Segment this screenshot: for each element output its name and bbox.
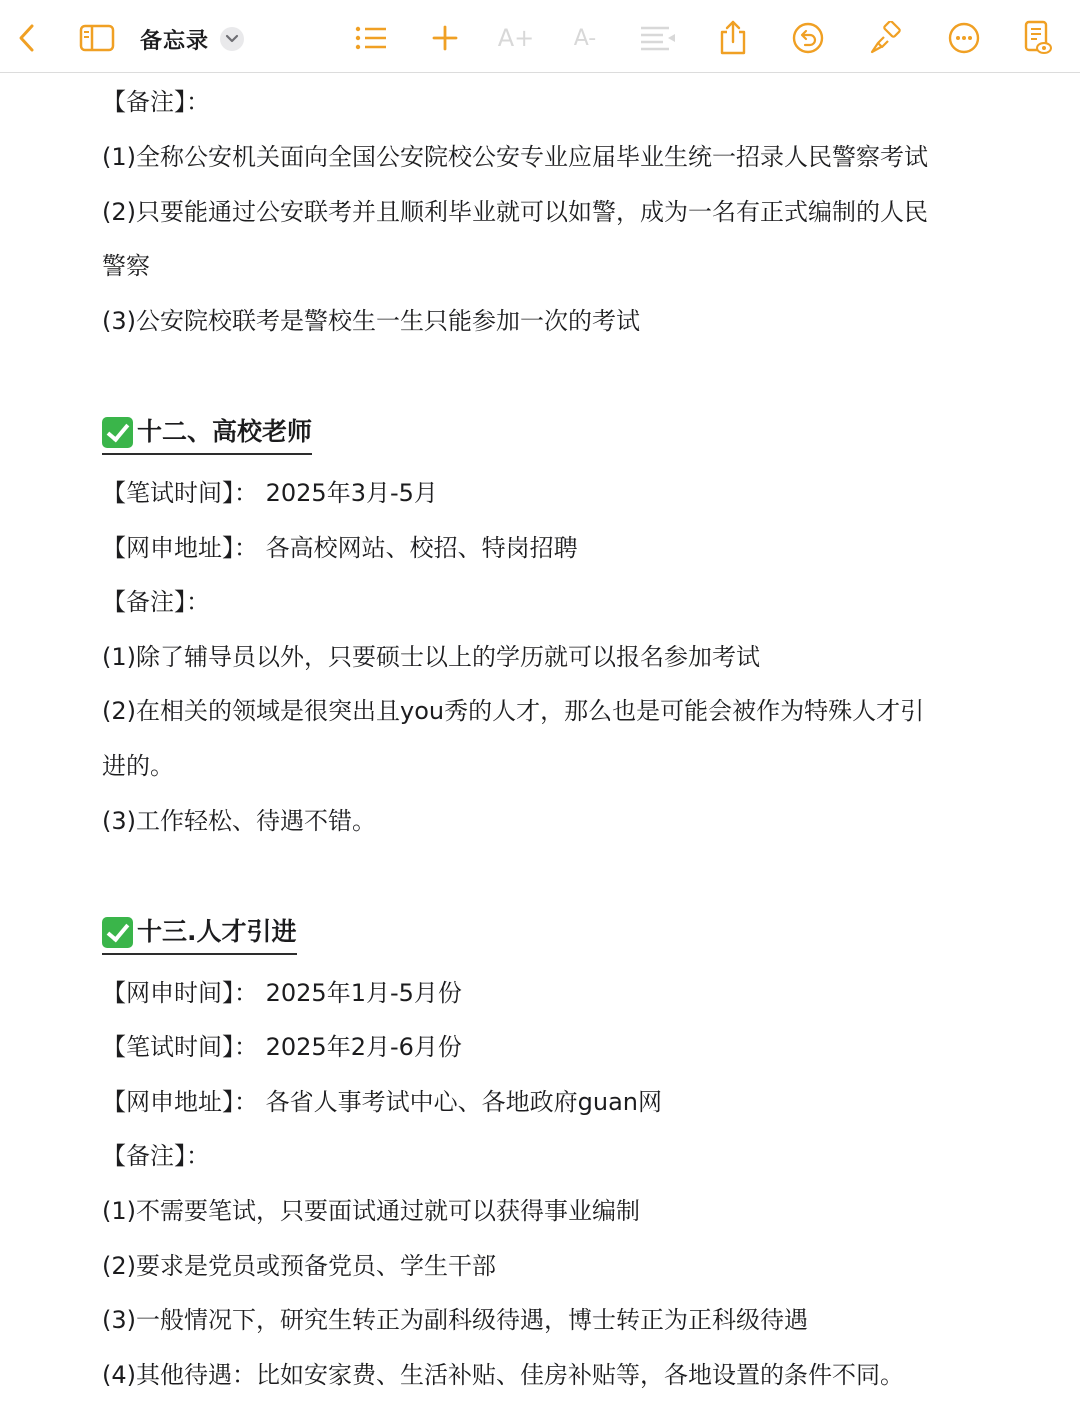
note-label: 【备注】： — [102, 588, 210, 616]
plus-icon[interactable] — [428, 18, 462, 58]
list-item: (2)要求是党员或预备党员、学生干部 — [102, 1252, 496, 1280]
list-item: (1)全称公安机关面向全国公安院校公安专业应届毕业生统一招录人民警察考试 — [102, 143, 928, 171]
list-item: (2)只要能通过公安联考并且顺利毕业就可以如警，成为一名有正式编制的人民 — [102, 198, 928, 226]
share-icon[interactable] — [716, 18, 750, 58]
checkmark-icon — [102, 417, 133, 448]
note-title[interactable]: 备忘录 — [140, 28, 210, 54]
list-item: (3)一般情况下，研究生转正为副科级待遇，博士转正为正科级待遇 — [102, 1306, 808, 1334]
chevron-down-icon[interactable] — [220, 27, 244, 51]
list-icon[interactable] — [352, 18, 390, 58]
font-decrease-icon: A- — [573, 25, 597, 51]
more-icon[interactable] — [946, 18, 982, 58]
checkmark-icon — [102, 917, 133, 948]
toolbar — [0, 0, 1080, 73]
list-item: (3)公安院校联考是警校生一生只能参加一次的考试 — [102, 307, 640, 335]
back-icon[interactable] — [12, 18, 42, 58]
align-icon — [638, 18, 678, 58]
reader-view-icon[interactable] — [1020, 18, 1056, 58]
note-label: 【备注】： — [102, 1142, 210, 1170]
format-brush-icon[interactable] — [868, 18, 904, 58]
list-item: 警察 — [102, 252, 150, 280]
font-increase-icon: A+ — [497, 24, 535, 52]
list-item: (2)在相关的领域是很突出且you秀的人才，那么也是可能会被作为特殊人才引 — [102, 697, 925, 725]
list-item: (3)工作轻松、待遇不错。 — [102, 807, 376, 835]
apply-address: 【网申地址】： 各省人事考试中心、各地政府guan网 — [102, 1088, 662, 1116]
list-item: (1)除了辅导员以外，只要硕士以上的学历就可以报名参加考试 — [102, 643, 760, 671]
section-heading-text: 十三.人才引进 — [137, 917, 297, 946]
list-item: (1)不需要笔试，只要面试通过就可以获得事业编制 — [102, 1197, 640, 1225]
exam-time: 【笔试时间】： 2025年2月-6月份 — [102, 1033, 462, 1061]
apply-time: 【网申时间】： 2025年1月-5月份 — [102, 979, 462, 1007]
note-label: 【备注】： — [102, 88, 210, 116]
section-heading — [102, 415, 312, 455]
list-item: (4)其他待遇：比如安家费、生活补贴、佳房补贴等，各地设置的条件不同。 — [102, 1361, 904, 1389]
section-heading-text: 十二、高校老师 — [137, 417, 313, 446]
section-heading — [102, 915, 297, 955]
sidebar-icon[interactable] — [78, 18, 116, 58]
exam-time: 【笔试时间】： 2025年3月-5月 — [102, 479, 438, 507]
undo-icon[interactable] — [790, 18, 826, 58]
list-item: 进的。 — [102, 752, 174, 780]
apply-address: 【网申地址】： 各高校网站、校招、特岗招聘 — [102, 534, 578, 562]
